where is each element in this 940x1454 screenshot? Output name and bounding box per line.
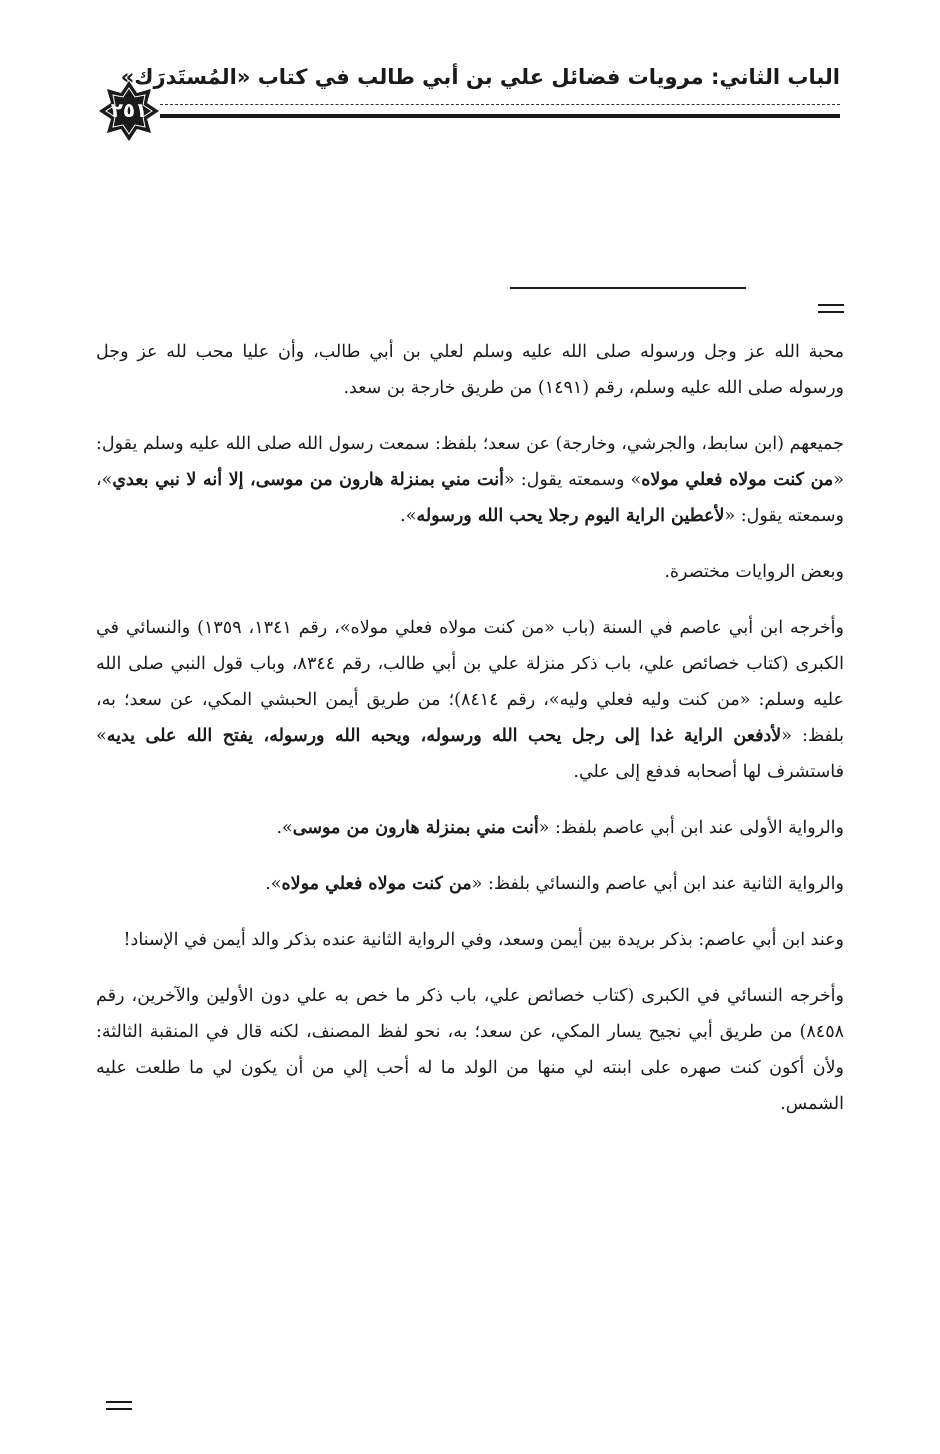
- footnote-separator-rule: [510, 287, 746, 289]
- footnote-paragraph: [96, 922, 844, 958]
- paragraph-text: ».: [276, 818, 293, 838]
- continuation-mark-top: [818, 302, 844, 316]
- header-solid-rule: [160, 114, 840, 118]
- paragraph-text: » فاستشرف لها أصحابه فدفع إلى علي.: [96, 726, 844, 782]
- footnote-paragraph: [96, 334, 844, 406]
- paragraph-text: وأخرجه النسائي في الكبرى (كتاب خصائص علي، باب ذكر ما خص به علي دون الأولين والآخرين، رقم ٨٤٥٨) من طريق أبي نجيح يسار المكي، عن سعد؛ به، نحو لفظ المصنف، لكنه قال في المنقبة الثالثة: ولأن أكون كنت صهره على ابنته لي منها من الولد ما له أحب إلي من أن يكون لي ما طلعت عليه الشمس.: [96, 986, 844, 1114]
- footnote-paragraph: [96, 866, 844, 902]
- footnote-paragraph: [96, 810, 844, 846]
- page-number: ٢٥١: [110, 98, 148, 122]
- footnote-paragraph: [96, 978, 844, 1122]
- hadith-quote: لأعطين الراية اليوم رجلا يحب الله ورسوله: [416, 506, 725, 526]
- footnote-body: [96, 334, 844, 1142]
- hadith-quote: أنت مني بمنزلة هارون من موسى، إلا أنه لا نبي بعدي: [112, 470, 504, 490]
- hadith-quote: من كنت مولاه فعلي مولاه: [281, 874, 472, 894]
- hadith-quote: من كنت مولاه فعلي مولاه: [641, 470, 834, 490]
- continuation-mark-bottom: [106, 1399, 132, 1413]
- paragraph-text: والرواية الأولى عند ابن أبي عاصم بلفظ: «: [538, 818, 844, 838]
- page-number-badge: [98, 80, 160, 142]
- hadith-quote: لأدفعن الراية غدا إلى رجل يحب الله ورسوله، ويحبه الله ورسوله، يفتح الله على يديه: [106, 726, 782, 746]
- paragraph-text: والرواية الثانية عند ابن أبي عاصم والنسائي بلفظ: «: [471, 874, 844, 894]
- paragraph-text: جميعهم (ابن سابط، والجرشي، وخارجة) عن سعد؛ بلفظ: سمعت رسول الله صلى الله عليه وسلم يقول: «: [96, 434, 844, 490]
- paragraph-text: ».: [400, 506, 417, 526]
- paragraph-text: وبعض الروايات مختصرة.: [664, 562, 844, 582]
- header-dashed-rule: [160, 104, 840, 105]
- hadith-quote: أنت مني بمنزلة هارون من موسى: [292, 818, 539, 838]
- paragraph-text: »، وسمعته يقول: «: [96, 470, 844, 526]
- paragraph-text: ».: [265, 874, 282, 894]
- footnote-paragraph: [96, 610, 844, 790]
- paragraph-text: وعند ابن أبي عاصم: بذكر بريدة بين أيمن وسعد، وفي الرواية الثانية عنده بذكر والد أيمن في الإسناد!: [123, 930, 844, 950]
- footnote-paragraph: [96, 554, 844, 590]
- paragraph-text: وأخرجه ابن أبي عاصم في السنة (باب «من كنت مولاه فعلي مولاه»، رقم ١٣٤١، ١٣٥٩) والنسائي في الكبرى (كتاب خصائص علي، باب ذكر منزلة علي بن أبي طالب، رقم ٨٣٤٤، وباب قول النبي صلى الله عليه وسلم: «من كنت وليه فعلي وليه»، رقم ٨٤١٤)؛ من طريق أيمن الحبشي المكي، عن سعد؛ به، بلفظ: «: [96, 618, 845, 746]
- paragraph-text: » وسمعته يقول: «: [503, 470, 642, 490]
- running-header-title: الباب الثاني: مرويات فضائل علي بن أبي طالب في كتاب «المُستَدرَك»: [120, 65, 840, 89]
- footnote-paragraph: [96, 426, 844, 534]
- paragraph-text: محبة الله عز وجل ورسوله صلى الله عليه وسلم لعلي بن أبي طالب، وأن عليا محب لله عز وجل ورسوله صلى الله عليه وسلم، رقم (١٤٩١) من طريق خارجة بن سعد.: [96, 342, 844, 398]
